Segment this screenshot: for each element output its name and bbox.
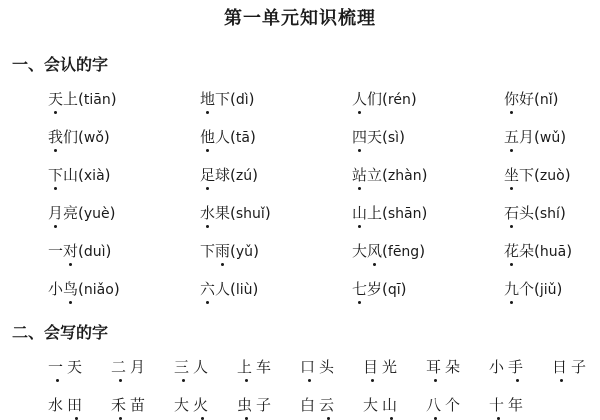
entry-char: 山 bbox=[63, 166, 79, 184]
entry-char: 对 bbox=[63, 242, 79, 260]
entry-char: 他 bbox=[200, 128, 216, 146]
write-char: 子 bbox=[256, 396, 272, 414]
recognize-entry: 九个(jiǔ) bbox=[504, 280, 563, 298]
write-char: 天 bbox=[67, 358, 83, 376]
entry-word bbox=[48, 204, 78, 222]
write-word bbox=[489, 394, 552, 416]
write-word bbox=[426, 356, 489, 378]
write-char: 口 bbox=[300, 356, 319, 378]
write-char: 十 bbox=[489, 394, 508, 416]
write-row bbox=[48, 394, 552, 416]
entry-char: 雨 bbox=[215, 242, 231, 260]
entry-char: 下 bbox=[200, 242, 216, 260]
write-char: 上 bbox=[237, 356, 256, 378]
write-char: 白 bbox=[300, 396, 316, 414]
entry-word bbox=[48, 90, 78, 108]
recognize-entry: 五月(wǔ) bbox=[504, 128, 567, 146]
write-char: 苗 bbox=[130, 396, 146, 414]
write-char: 目 bbox=[363, 356, 382, 378]
entry-char: 人 bbox=[215, 280, 231, 298]
entry-char: 五 bbox=[504, 128, 520, 146]
entry-char: 月 bbox=[48, 204, 64, 222]
entry-pinyin: tiān bbox=[83, 92, 111, 108]
write-word bbox=[489, 356, 552, 378]
entry-pinyin: zhàn bbox=[387, 168, 422, 184]
entry-char: 亮 bbox=[63, 204, 79, 222]
entry-char: 岁 bbox=[367, 280, 383, 298]
recognize-entry: 月亮(yuè) bbox=[48, 204, 116, 222]
entry-char: 花 bbox=[504, 242, 520, 260]
entry-word bbox=[352, 90, 382, 108]
entry-word bbox=[504, 128, 534, 146]
entry-char: 一 bbox=[48, 242, 64, 260]
entry-char: 七 bbox=[352, 280, 368, 298]
entry-word bbox=[48, 280, 78, 298]
entry-pinyin: huā bbox=[539, 244, 567, 260]
write-word bbox=[174, 356, 237, 378]
write-word bbox=[300, 394, 363, 416]
entry-pinyin: shí bbox=[539, 206, 560, 222]
write-word bbox=[111, 394, 174, 416]
entry-char: 好 bbox=[519, 90, 535, 108]
entry-pinyin: zú bbox=[235, 168, 253, 184]
entry-pinyin: nǐ bbox=[539, 92, 553, 108]
write-word bbox=[363, 394, 426, 416]
write-char: 车 bbox=[256, 358, 272, 376]
recognize-grid bbox=[48, 88, 600, 316]
recognize-entry: 石头(shí) bbox=[504, 204, 566, 222]
section-heading-write: 二、会写的字 bbox=[12, 323, 109, 342]
write-char: 虫 bbox=[237, 394, 256, 416]
recognize-entry: 他人(tā) bbox=[200, 128, 256, 146]
entry-word bbox=[504, 280, 534, 298]
entry-char: 你 bbox=[504, 90, 520, 108]
write-char: 耳 bbox=[426, 356, 445, 378]
write-char: 光 bbox=[382, 358, 398, 376]
recognize-entry: 七岁(qī) bbox=[352, 280, 407, 298]
entry-pinyin: duì bbox=[83, 244, 106, 260]
recognize-entry: 下山(xià) bbox=[48, 166, 111, 184]
recognize-entry: 站立(zhàn) bbox=[352, 166, 428, 184]
write-char: 月 bbox=[130, 358, 146, 376]
entry-word bbox=[352, 166, 382, 184]
recognize-entry: 四天(sì) bbox=[352, 128, 405, 146]
recognize-entry: 天上(tiān) bbox=[48, 90, 117, 108]
entry-char: 六 bbox=[200, 280, 216, 298]
entry-char: 们 bbox=[63, 128, 79, 146]
write-char: 一 bbox=[48, 356, 67, 378]
write-char: 日 bbox=[552, 356, 571, 378]
entry-char: 个 bbox=[519, 280, 535, 298]
recognize-entry: 足球(zú) bbox=[200, 166, 258, 184]
write-char: 大 bbox=[363, 396, 379, 414]
entry-pinyin: wǔ bbox=[539, 130, 561, 146]
write-char: 手 bbox=[508, 356, 527, 378]
entry-char: 上 bbox=[367, 204, 383, 222]
entry-char: 坐 bbox=[504, 166, 520, 184]
write-word bbox=[174, 394, 237, 416]
entry-word bbox=[200, 166, 230, 184]
write-word bbox=[48, 356, 111, 378]
entry-pinyin: jiǔ bbox=[539, 282, 557, 298]
entry-char: 石 bbox=[504, 204, 520, 222]
entry-char: 水 bbox=[200, 204, 216, 222]
entry-char: 地 bbox=[200, 90, 216, 108]
entry-pinyin: dì bbox=[235, 92, 249, 108]
entry-word bbox=[504, 242, 534, 260]
entry-word bbox=[352, 128, 382, 146]
entry-char: 站 bbox=[352, 166, 368, 184]
write-word bbox=[552, 356, 600, 378]
entry-char: 天 bbox=[367, 128, 383, 146]
entry-char: 九 bbox=[504, 280, 520, 298]
write-row bbox=[48, 356, 600, 378]
write-word bbox=[111, 356, 174, 378]
entry-char: 朵 bbox=[519, 242, 535, 260]
write-word bbox=[237, 356, 300, 378]
write-char: 头 bbox=[319, 358, 335, 376]
entry-char: 头 bbox=[519, 204, 535, 222]
recognize-entry: 山上(shān) bbox=[352, 204, 428, 222]
entry-char: 风 bbox=[367, 242, 383, 260]
write-char: 八 bbox=[426, 394, 445, 416]
recognize-entry: 水果(shuǐ) bbox=[200, 204, 271, 222]
entry-pinyin: liù bbox=[235, 282, 253, 298]
write-word bbox=[426, 394, 489, 416]
entry-char: 大 bbox=[352, 242, 368, 260]
entry-char: 山 bbox=[352, 204, 368, 222]
write-word bbox=[363, 356, 426, 378]
entry-char: 我 bbox=[48, 128, 64, 146]
write-char: 三 bbox=[174, 356, 193, 378]
entry-pinyin: zuò bbox=[539, 168, 565, 184]
entry-word bbox=[504, 166, 534, 184]
entry-pinyin: xià bbox=[83, 168, 105, 184]
entry-pinyin: qī bbox=[387, 282, 401, 298]
entry-pinyin: yǔ bbox=[235, 244, 254, 260]
entry-char: 小 bbox=[48, 280, 64, 298]
write-char: 人 bbox=[193, 358, 209, 376]
entry-char: 上 bbox=[63, 90, 79, 108]
entry-word bbox=[504, 90, 534, 108]
write-word bbox=[48, 394, 111, 416]
entry-word bbox=[352, 242, 382, 260]
entry-char: 人 bbox=[352, 90, 368, 108]
entry-word bbox=[200, 90, 230, 108]
write-word bbox=[300, 356, 363, 378]
entry-pinyin: tā bbox=[235, 130, 250, 146]
entry-char: 四 bbox=[352, 128, 368, 146]
entry-word bbox=[48, 166, 78, 184]
entry-word bbox=[200, 204, 230, 222]
entry-word bbox=[200, 242, 230, 260]
entry-pinyin: rén bbox=[387, 92, 411, 108]
entry-char: 球 bbox=[215, 166, 231, 184]
write-char: 朵 bbox=[445, 358, 461, 376]
entry-pinyin: shān bbox=[387, 206, 422, 222]
entry-word bbox=[48, 128, 78, 146]
entry-char: 人 bbox=[215, 128, 231, 146]
recognize-entry: 一对(duì) bbox=[48, 242, 112, 260]
write-char: 年 bbox=[508, 396, 524, 414]
entry-word bbox=[352, 280, 382, 298]
write-char: 水 bbox=[48, 396, 64, 414]
entry-char: 鸟 bbox=[63, 280, 79, 298]
recognize-entry: 地下(dì) bbox=[200, 90, 255, 108]
write-char: 山 bbox=[382, 394, 401, 416]
entry-char: 下 bbox=[48, 166, 64, 184]
entry-pinyin: yuè bbox=[83, 206, 110, 222]
write-char: 个 bbox=[445, 396, 461, 414]
entry-pinyin: shuǐ bbox=[235, 206, 265, 222]
recognize-entry: 小鸟(niǎo) bbox=[48, 280, 120, 298]
entry-pinyin: fēng bbox=[387, 244, 420, 260]
entry-char: 月 bbox=[519, 128, 535, 146]
write-char: 大 bbox=[174, 396, 190, 414]
write-char: 子 bbox=[571, 358, 587, 376]
recognize-entry: 六人(liù) bbox=[200, 280, 259, 298]
entry-char: 下 bbox=[215, 90, 231, 108]
entry-pinyin: wǒ bbox=[83, 130, 104, 146]
entry-char: 足 bbox=[200, 166, 216, 184]
entry-word bbox=[200, 128, 230, 146]
entry-char: 天 bbox=[48, 90, 64, 108]
write-char: 小 bbox=[489, 358, 505, 376]
page-title: 第一单元知识梳理 bbox=[224, 8, 376, 29]
section-heading-recognize: 一、会认的字 bbox=[12, 55, 109, 74]
recognize-entry: 大风(fēng) bbox=[352, 242, 426, 260]
recognize-entry: 人们(rén) bbox=[352, 90, 417, 108]
entry-pinyin: niǎo bbox=[83, 282, 114, 298]
entry-pinyin: sì bbox=[387, 130, 400, 146]
entry-char: 下 bbox=[519, 166, 535, 184]
write-char: 田 bbox=[67, 394, 86, 416]
write-char: 禾 bbox=[111, 394, 130, 416]
entry-char: 们 bbox=[367, 90, 383, 108]
entry-word bbox=[352, 204, 382, 222]
recognize-entry: 你好(nǐ) bbox=[504, 90, 559, 108]
entry-word bbox=[504, 204, 534, 222]
entry-word bbox=[48, 242, 78, 260]
recognize-entry: 我们(wǒ) bbox=[48, 128, 110, 146]
write-char: 云 bbox=[319, 394, 338, 416]
entry-word bbox=[200, 280, 230, 298]
recognize-entry: 下雨(yǔ) bbox=[200, 242, 259, 260]
write-char: 火 bbox=[193, 394, 212, 416]
entry-char: 果 bbox=[215, 204, 231, 222]
recognize-entry: 花朵(huā) bbox=[504, 242, 573, 260]
write-word bbox=[237, 394, 300, 416]
recognize-entry: 坐下(zuò) bbox=[504, 166, 571, 184]
entry-char: 立 bbox=[367, 166, 383, 184]
write-char: 二 bbox=[111, 356, 130, 378]
